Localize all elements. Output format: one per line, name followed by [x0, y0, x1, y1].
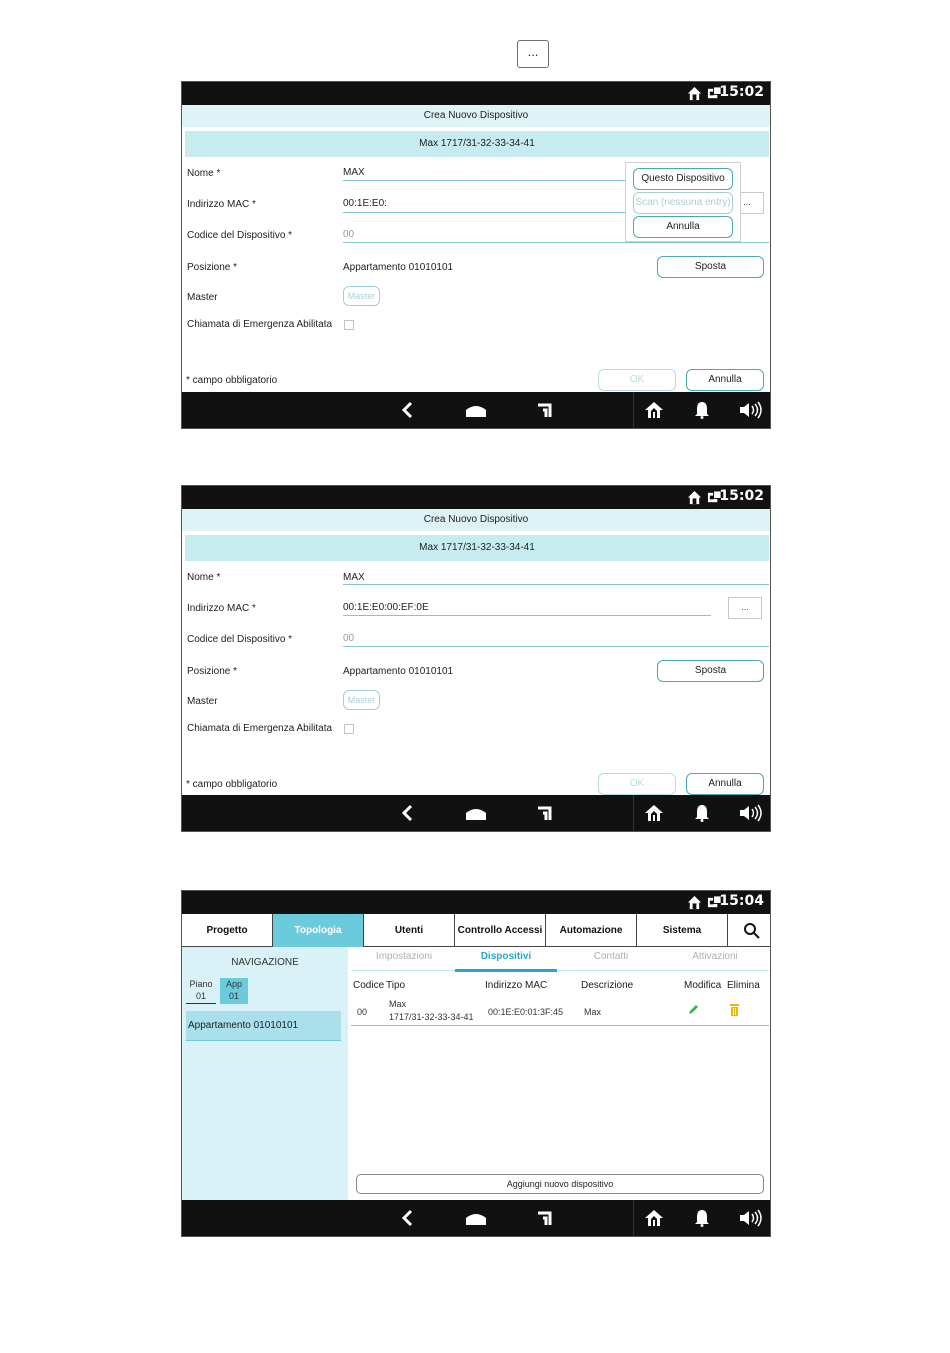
home-automation-icon[interactable] [644, 401, 664, 419]
home-network-icon [687, 895, 702, 910]
col-modifica: Modifica [684, 980, 722, 991]
col-codice: Codice [353, 980, 385, 991]
mac-input[interactable]: 00:1E:E0:00:EF:0E [343, 602, 429, 613]
mac-input[interactable]: 00:1E:E0: [343, 198, 387, 209]
delete-trash-icon[interactable] [729, 1003, 740, 1016]
tab-sistema[interactable]: Sistema [637, 914, 728, 947]
main-tabs [182, 914, 770, 947]
codice-input[interactable]: 00 [343, 633, 355, 644]
subtab-active-indicator [455, 969, 557, 972]
scan-button[interactable]: Scan (nessuna entry) [633, 192, 733, 214]
crumb-app-line2: 01 [228, 991, 239, 1001]
mac-label: Indirizzo MAC * [187, 199, 256, 210]
clock: 15:02 [719, 84, 764, 100]
nome-label: Nome * [187, 572, 221, 583]
recent-apps-icon[interactable] [534, 804, 554, 822]
dialog-subtitle: Max 1717/31-32-33-34-41 [185, 535, 769, 561]
back-icon[interactable] [398, 804, 418, 822]
posizione-label: Posizione * [187, 666, 238, 677]
posizione-value: Appartamento 01010101 [343, 262, 454, 273]
col-mac: Indirizzo MAC [485, 980, 548, 991]
cell-descrizione: Max [584, 1007, 602, 1017]
ok-button[interactable]: OK [598, 369, 676, 391]
dialog-title: Crea Nuovo Dispositivo [182, 105, 770, 127]
subtab-dispositivi[interactable]: Dispositivi [480, 951, 532, 962]
master-label: Master [187, 696, 218, 707]
status-bar [182, 486, 770, 509]
sposta-button[interactable]: Sposta [657, 660, 764, 682]
cell-codice: 00 [357, 1007, 368, 1017]
back-icon[interactable] [398, 1209, 418, 1227]
subtab-contatti[interactable]: Contatti [593, 951, 629, 962]
required-note: * campo obbligatorio [186, 779, 278, 790]
emergenza-checkbox[interactable] [344, 320, 354, 330]
bell-icon[interactable] [692, 1209, 712, 1227]
master-label: Master [187, 292, 218, 303]
nav-separator [633, 795, 634, 831]
navigation-title: NAVIGAZIONE [231, 957, 299, 968]
volume-icon[interactable] [738, 804, 764, 822]
nav-bar [182, 795, 770, 831]
emergenza-label: Chiamata di Emergenza Abilitata [187, 723, 333, 734]
codice-input[interactable]: 00 [343, 229, 355, 240]
add-device-button[interactable]: Aggiungi nuovo dispositivo [356, 1174, 764, 1194]
crumb-piano[interactable] [186, 978, 216, 1004]
edit-pencil-icon[interactable] [687, 1004, 699, 1016]
annulla-button[interactable]: Annulla [686, 773, 764, 795]
questo-dispositivo-button[interactable]: Questo Dispositivo [633, 168, 733, 190]
subtab-impostazioni[interactable]: Impostazioni [375, 951, 433, 962]
bell-icon[interactable] [692, 804, 712, 822]
col-descrizione: Descrizione [581, 980, 634, 991]
required-note: * campo obbligatorio [186, 375, 278, 386]
cell-tipo-line1: Max [389, 999, 407, 1009]
home-automation-icon[interactable] [644, 804, 664, 822]
posizione-value: Appartamento 01010101 [343, 666, 454, 677]
master-toggle[interactable]: Master [343, 286, 380, 306]
volume-icon[interactable] [738, 401, 764, 419]
emergenza-label: Chiamata di Emergenza Abilitata [187, 319, 333, 330]
table-row[interactable] [351, 995, 769, 1025]
tab-controllo-accessi[interactable]: Controllo Accessi [455, 914, 546, 947]
nav-separator [633, 392, 634, 428]
cell-mac: 00:1E:E0:01:3F:45 [488, 1007, 564, 1017]
status-bar [182, 891, 770, 914]
recent-apps-icon[interactable] [534, 1209, 554, 1227]
nav-bar [182, 1200, 770, 1236]
crumb-app-line1: App [225, 979, 242, 989]
mac-underline [343, 212, 629, 213]
tab-automazione[interactable]: Automazione [546, 914, 637, 947]
sidebar-item-appartamento[interactable]: Appartamento 01010101 [186, 1011, 341, 1041]
nome-underline [343, 180, 629, 181]
nav-separator [633, 1200, 634, 1236]
home-icon[interactable] [464, 804, 488, 822]
nome-input[interactable]: MAX [343, 572, 365, 583]
home-network-icon [687, 490, 702, 505]
volume-icon[interactable] [738, 1209, 764, 1227]
dialog-title: Crea Nuovo Dispositivo [182, 509, 770, 531]
master-toggle[interactable]: Master [343, 690, 380, 710]
crumb-piano-line2: 01 [195, 991, 206, 1001]
subtab-attivazioni[interactable]: Attivazioni [692, 951, 738, 962]
more-options-button[interactable]: ... [517, 40, 549, 68]
nome-underline [343, 584, 769, 585]
popup-annulla-button[interactable]: Annulla [633, 216, 733, 238]
tab-utenti[interactable]: Utenti [364, 914, 455, 947]
crumb-app[interactable] [220, 978, 248, 1004]
back-icon[interactable] [398, 401, 418, 419]
nome-input[interactable]: MAX [343, 167, 365, 178]
subtab-divider [351, 970, 769, 971]
codice-label: Codice del Dispositivo * [187, 634, 293, 645]
navigation-sidebar [182, 947, 348, 1202]
col-tipo: Tipo [386, 980, 406, 991]
bell-icon[interactable] [692, 401, 712, 419]
nome-label: Nome * [187, 168, 221, 179]
tab-progetto[interactable]: Progetto [182, 914, 273, 947]
sposta-button[interactable]: Sposta [657, 256, 764, 278]
annulla-button[interactable]: Annulla [686, 369, 764, 391]
mac-dots-button[interactable]: ... [728, 597, 762, 619]
col-elimina: Elimina [727, 980, 760, 991]
ok-button[interactable]: OK [598, 773, 676, 795]
mac-options-popup [625, 162, 741, 242]
posizione-label: Posizione * [187, 262, 238, 273]
nav-bar [182, 392, 770, 428]
crumb-piano-line1: Piano [189, 979, 213, 989]
home-icon[interactable] [464, 401, 488, 419]
screen-create-device-popup [181, 81, 771, 429]
screen-create-device-filled [181, 485, 771, 832]
screen-topology-devices [181, 890, 771, 1237]
mac-label: Indirizzo MAC * [187, 603, 256, 614]
home-network-icon [687, 86, 702, 101]
mac-underline [343, 615, 711, 616]
dialog-subtitle: Max 1717/31-32-33-34-41 [185, 131, 769, 157]
clock: 15:04 [719, 893, 764, 909]
recent-apps-icon[interactable] [534, 401, 554, 419]
row-divider [351, 1025, 769, 1026]
home-icon[interactable] [464, 1209, 488, 1227]
status-bar [182, 82, 770, 105]
codice-underline [343, 646, 769, 647]
cell-tipo-line2: 1717/31-32-33-34-41 [389, 1012, 474, 1022]
emergenza-checkbox[interactable] [344, 724, 354, 734]
codice-underline [343, 242, 769, 243]
search-icon[interactable] [743, 922, 760, 939]
codice-label: Codice del Dispositivo * [187, 230, 293, 241]
home-automation-icon[interactable] [644, 1209, 664, 1227]
tab-topologia[interactable]: Topologia [273, 914, 364, 947]
mac-dots-button[interactable]: ... [730, 192, 764, 214]
clock: 15:02 [719, 488, 764, 504]
